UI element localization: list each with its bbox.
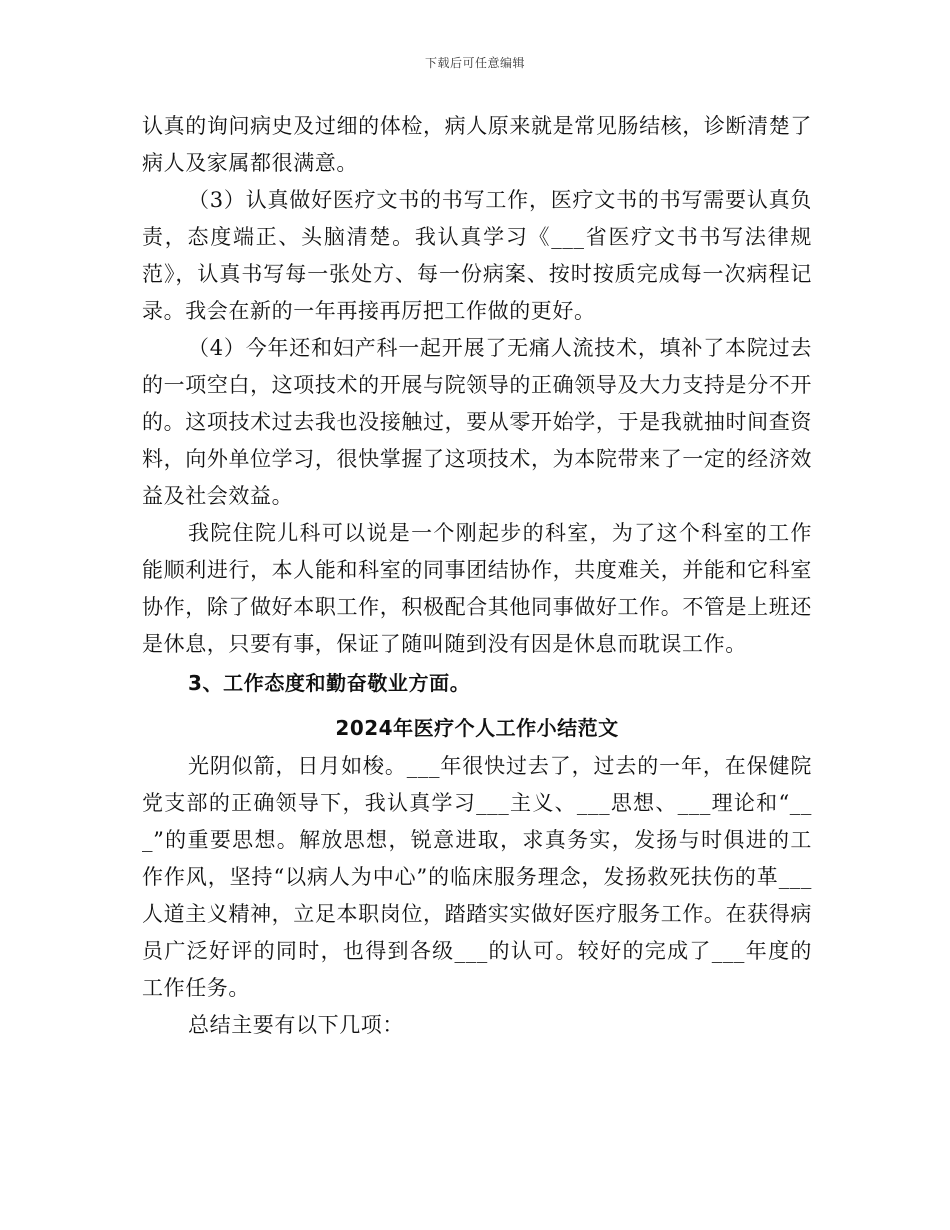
section-heading: 3、工作态度和勤奋敬业方面。 bbox=[188, 671, 471, 695]
paragraph-intro: 光阴似箭，日月如梭。___年很快过去了，过去的一年，在保健院党支部的正确领导下，我认真学习___主义、___思想、___理论和“___”的重要思想。解放思想，锐意进取，求真务实，发扬与时俱进的工作作风，坚持“以病人为中心”的临床服务理念，发扬救死扶伤的革___人道主义精神，立足本职岗位，踏踏实实做好医疗服务工作。在获得病员广泛好评的同时，也得到各级___的认可。较好的完成了___年度的工作任务。 bbox=[142, 754, 812, 1000]
paragraph-summary-lead: 总结主要有以下几项： bbox=[188, 1013, 404, 1037]
paragraph-item-3: （3）认真做好医疗文书的书写工作，医疗文书的书写需要认真负责，态度端正、头脑清楚。我认真学习《___省医疗文书书写法律规范》，认真书写每一张处方、每一份病案、按时按质完成每一次病程记录。我会在新的一年再接再厉把工作做的更好。 bbox=[142, 188, 812, 323]
paragraph-item-4: （4）今年还和妇产科一起开展了无痛人流技术，填补了本院过去的一项空白，这项技术的开展与院领导的正确领导及大力支持是分不开的。这项技术过去我也没接触过，要从零开始学，于是我就抽时间查资料，向外单位学习，很快掌握了这项技术，为本院带来了一定的经济效益及社会效益。 bbox=[142, 336, 812, 508]
paragraph-continuation: 认真的询问病史及过细的体检，病人原来就是常见肠结核，诊断清楚了病人及家属都很满意。 bbox=[142, 114, 812, 175]
document-body bbox=[142, 108, 812, 1044]
paragraph-pediatrics: 我院住院儿科可以说是一个刚起步的科室，为了这个科室的工作能顺利进行，本人能和科室的同事团结协作，共度难关，并能和它科室协作，除了做好本职工作，积极配合其他同事做好工作。不管是上班还是休息，只要有事，保证了随叫随到没有因是休息而耽误工作。 bbox=[142, 521, 812, 656]
document-title: 2024年医疗个人工作小结范文 bbox=[335, 716, 619, 740]
page-header: 下载后可任意编辑 bbox=[424, 56, 525, 70]
